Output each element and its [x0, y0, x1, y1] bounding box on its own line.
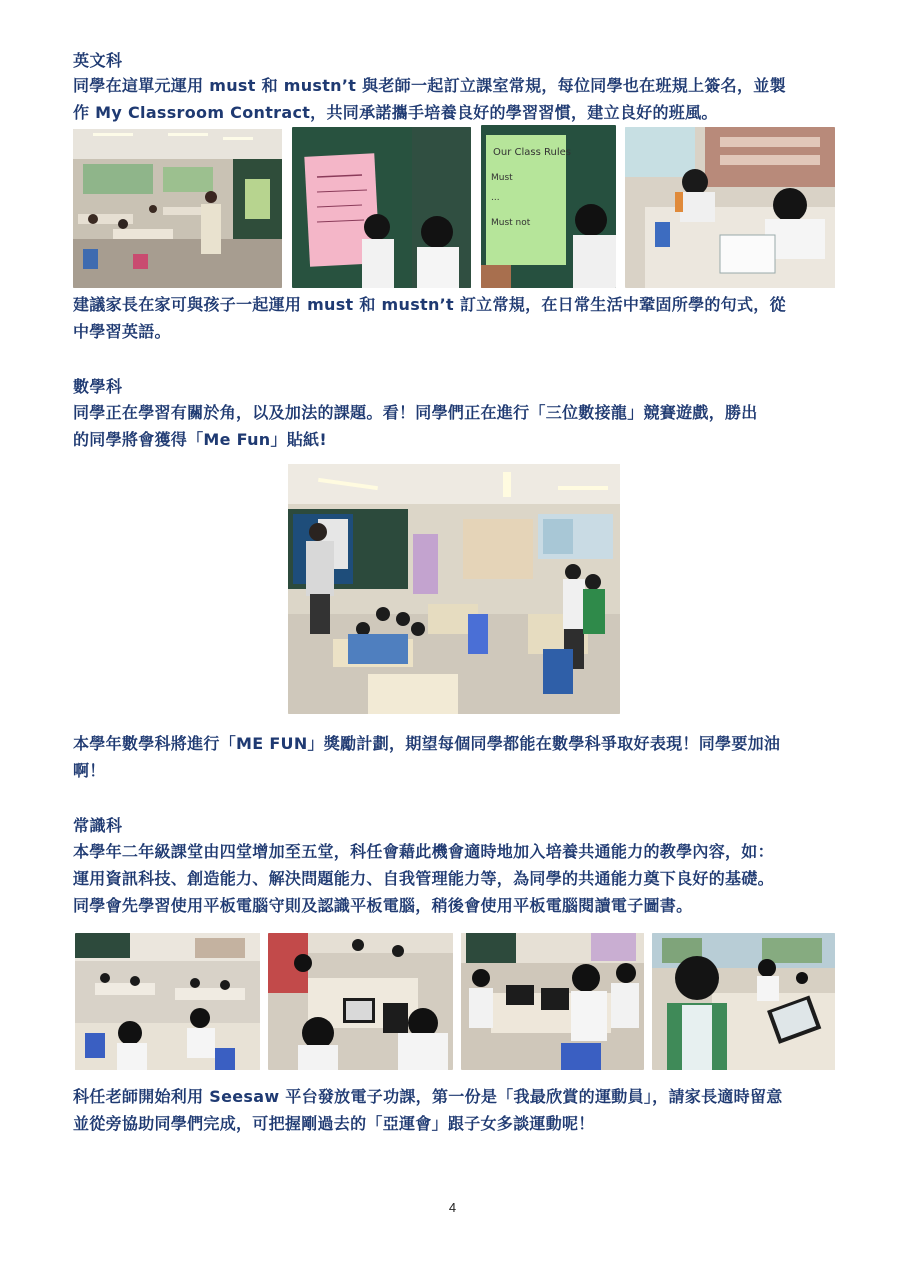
general-photo-tablets-3	[461, 933, 644, 1070]
math-intro-line-2: 的同學將會獲得「Me Fun」貼紙!	[73, 430, 327, 449]
general-intro	[73, 838, 843, 919]
english-intro	[73, 72, 843, 126]
english-intro-line-1: 同學在這單元運用 must 和 mustn’t 與老師一起訂立課室常規，每位同學也在班規上簽名，並製	[73, 76, 786, 95]
english-photo-classroom	[73, 129, 282, 288]
rules-board-title: Our Class Rules	[493, 147, 571, 158]
general-after-line-2: 並從旁協助同學們完成，可把握剛過去的「亞運會」跟子女多談運動呢！	[73, 1114, 595, 1133]
rules-board-line-1: Must	[491, 173, 513, 183]
english-heading: 英文科	[73, 51, 123, 70]
math-intro	[73, 399, 843, 453]
rules-board-line-2: ...	[491, 193, 500, 203]
general-photo-tablets-4	[652, 933, 835, 1070]
english-after-line-2: 中學習英語。	[73, 322, 171, 341]
general-photo-tablets-1	[75, 933, 260, 1070]
rules-board-line-3: Must not	[491, 218, 531, 228]
general-intro-line-1: 本學年二年級課堂由四堂增加至五堂，科任會藉此機會適時地加入培養共通能力的教學內容，如：	[73, 842, 774, 861]
general-after	[73, 1083, 843, 1137]
general-after-line-1: 科任老師開始利用 Seesaw 平台發放電子功課，第一份是「我最欣賞的運動員」，請家長適時留意	[73, 1087, 783, 1106]
math-intro-line-1: 同學正在學習有關於角，以及加法的課題。看！同學們正在進行「三位數接龍」競賽遊戲，勝出	[73, 403, 758, 422]
english-after	[73, 291, 843, 345]
math-after	[73, 730, 843, 784]
english-photo-pink-board	[292, 127, 471, 288]
math-photo-classroom-game	[288, 464, 620, 714]
general-intro-line-3: 同學會先學習使用平板電腦守則及認識平板電腦，稍後會使用平板電腦閱讀電子圖書。	[73, 896, 693, 915]
math-after-line-2: 啊！	[73, 761, 106, 780]
math-heading: 數學科	[73, 377, 123, 396]
general-intro-line-2: 運用資訊科技、創造能力、解決問題能力、自我管理能力等，為同學的共通能力奠下良好的基礎。	[73, 869, 774, 888]
general-heading: 常識科	[73, 816, 123, 835]
english-photo-rules-board	[481, 125, 616, 288]
math-after-line-1: 本學年數學科將進行「ME FUN」獎勵計劃，期望每個同學都能在數學科爭取好表現！同學要加油	[73, 734, 781, 753]
page-number: 4	[448, 1200, 457, 1215]
english-after-line-1: 建議家長在家可與孩子一起運用 must 和 mustn’t 訂立常規，在日常生活中鞏固所學的句式，從	[73, 295, 786, 314]
english-intro-line-2: 作 My Classroom Contract，共同承諾攜手培養良好的學習習慣，建立良好的班風。	[73, 103, 718, 122]
english-photo-signing	[625, 127, 835, 288]
general-photo-tablets-2	[268, 933, 453, 1070]
